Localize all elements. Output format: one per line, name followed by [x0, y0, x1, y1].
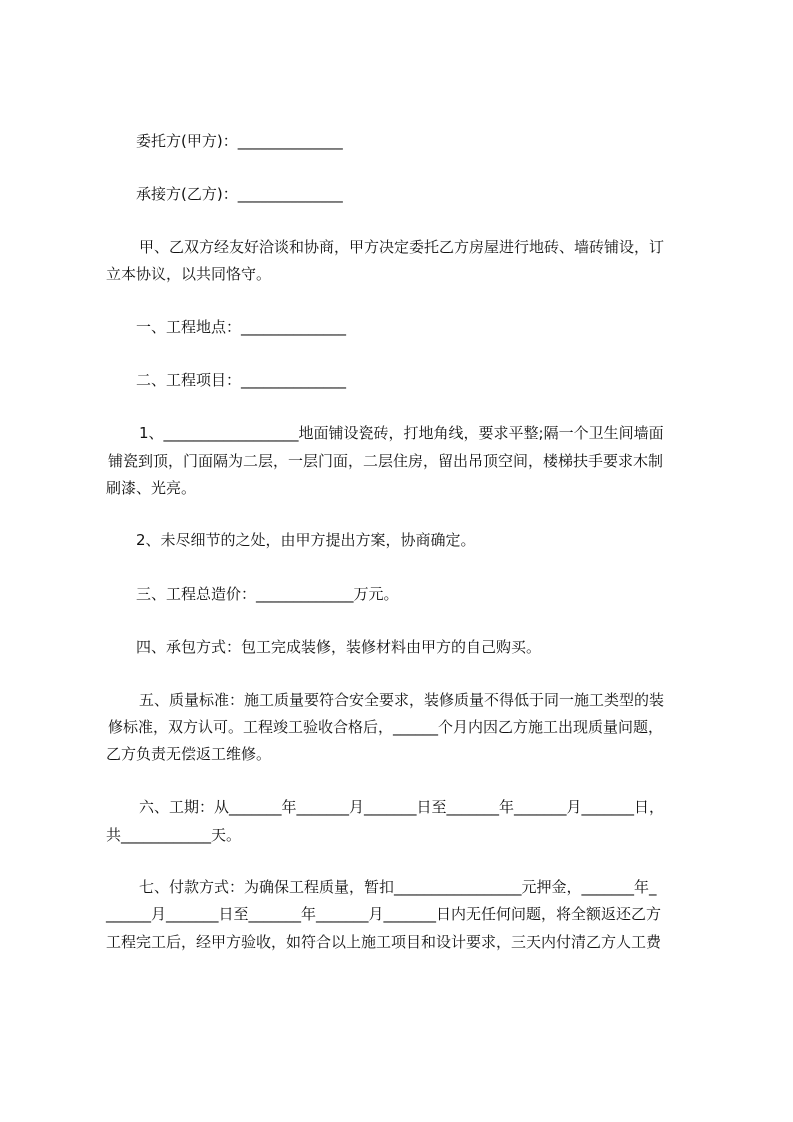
project-location-line: 一、工程地点：______________: [136, 318, 347, 336]
party-a-line: 委托方(甲方)：______________: [136, 132, 343, 150]
party-b-line: 承接方(乙方)：______________: [136, 185, 343, 203]
payment-line-3: 工程完工后，经甲方验收，如符合以上施工项目和设计要求，三天内付清乙方人工费: [106, 933, 662, 951]
intro-line-1: 甲、乙双方经友好洽谈和协商，甲方决定委托乙方房屋进行地砖、墙砖铺设，订: [139, 238, 665, 256]
quality-line-2: 修标准，双方认可。工程竣工验收合格后，______个月内因乙方施工出现质量问题，: [108, 718, 664, 736]
contract-method-line: 四、承包方式：包工完成装修，装修材料由甲方的自己购买。: [136, 638, 542, 656]
total-price-line: 三、工程总造价：_____________万元。: [136, 585, 399, 603]
intro-line-2: 立本协议，以共同恪守。: [106, 265, 272, 283]
payment-line-1: 七、付款方式：为确保工程质量，暂扣_________________元押金，_______年_: [139, 878, 657, 896]
quality-line-3: 乙方负责无偿返工维修。: [106, 745, 272, 763]
schedule-line-2: 共____________天。: [106, 826, 242, 844]
quality-line-1: 五、质量标准：施工质量要符合安全要求，装修质量不得低于同一施工类型的装: [139, 691, 665, 709]
payment-line-2: ______月_______日至_______年_______月_______日内无任何问题，将全额返还乙方: [106, 905, 662, 923]
item1-line-2: 铺瓷到顶，门面隔为二层，一层门面，二层住房，留出吊顶空间，楼梯扶手要求木制: [108, 452, 664, 470]
item1-line-3: 刷漆、光亮。: [106, 479, 197, 497]
item1-line-1: 1、__________________地面铺设瓷砖，打地角线，要求平整;隔一个卫生间墙面: [139, 424, 664, 442]
item2-line: 2、未尽细节的之处，由甲方提出方案，协商确定。: [136, 531, 476, 549]
schedule-line-1: 六、工期：从_______年_______月_______日至_______年_______月_______日，: [139, 798, 665, 816]
project-items-line: 二、工程项目：______________: [136, 371, 347, 389]
